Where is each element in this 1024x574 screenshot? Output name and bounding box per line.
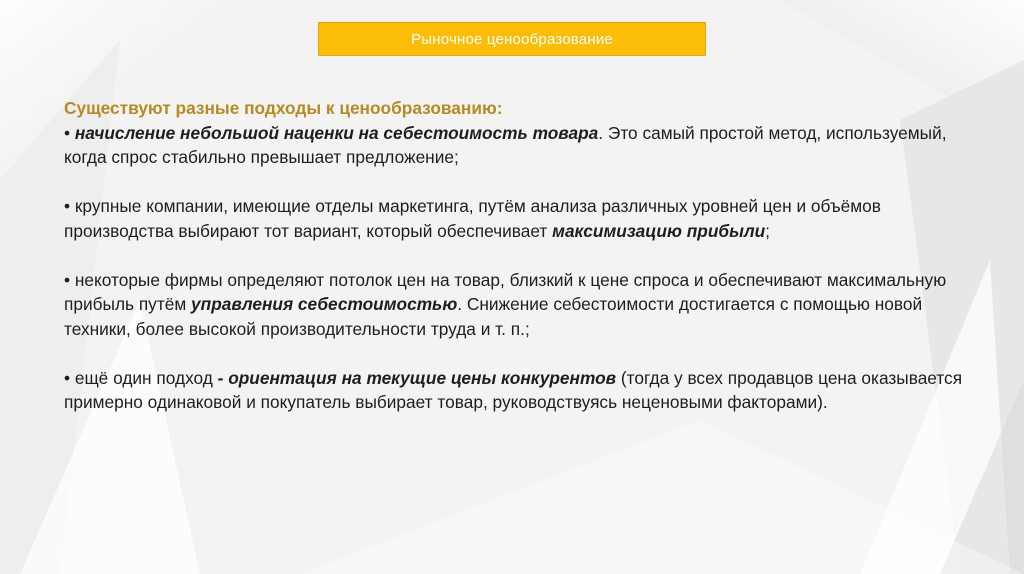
- slide-heading: Существуют разные подходы к ценообразованию:: [64, 98, 503, 118]
- bullet-text-end: . Снижение себестоимости достигается с помощью новой техники, более высокой производительности труда и т. п.;: [64, 294, 923, 339]
- bullet-text: • ещё один подход: [64, 367, 218, 388]
- bullet-cost-management: [64, 268, 964, 342]
- bullet-text: • некоторые фирмы определяют потолок цен на товар, близкий к цене спроса и обеспечивают максимальную прибыль путём: [64, 269, 947, 314]
- bullet-emphasis: управления себестоимостью: [191, 294, 458, 314]
- bullet-text: . Это самый простой метод, используемый, когда спрос стабильно превышает предложение;: [64, 122, 947, 167]
- bullet-prefix: •: [64, 122, 75, 143]
- bullet-text-end: (тогда у всех продавцов цена оказывается примерно одинаковой и покупатель выбирает товар, руководствуясь неценовыми факторами).: [64, 367, 963, 412]
- slide-content: [64, 96, 964, 415]
- bullet-markup-pricing: [64, 121, 964, 170]
- bullet-text-end: ;: [765, 220, 770, 241]
- bullet-emphasis: - ориентация на текущие цены конкурентов: [217, 367, 617, 388]
- slide-title: Рыночное ценообразование: [318, 22, 706, 56]
- bullet-profit-maximization: [64, 194, 964, 243]
- bullet-emphasis: максимизацию прибыли: [552, 220, 766, 241]
- bullet-text: • крупные компании, имеющие отделы маркетинга, путём анализа различных уровней цен и объёмов производства выбирают тот вариант, который обеспечивает: [64, 196, 881, 241]
- bullet-emphasis: начисление небольшой наценки на себестоимость товара: [74, 122, 599, 143]
- bullet-competitor-pricing: [64, 366, 964, 415]
